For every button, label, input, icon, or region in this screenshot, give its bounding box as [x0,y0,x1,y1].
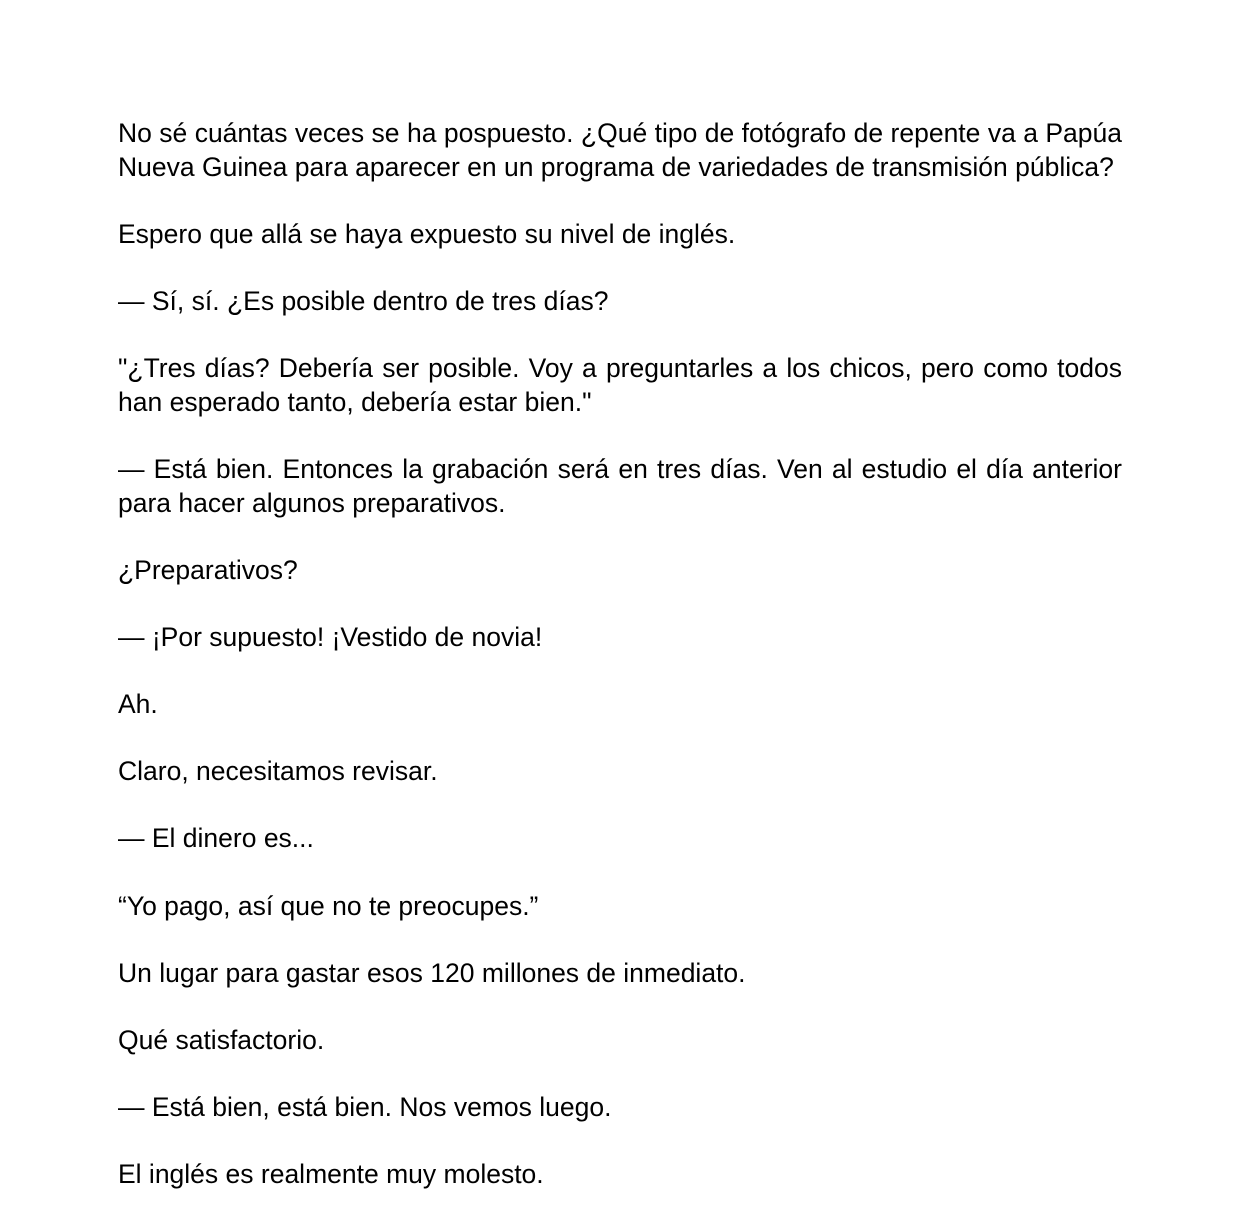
paragraph-12: Un lugar para gastar esos 120 millones de inmediato. [118,957,746,988]
paragraph-7: — ¡Por supuesto! ¡Vestido de novia! [118,621,543,652]
paragraph-15: El inglés es realmente muy molesto. [118,1159,544,1190]
paragraph-13: Qué satisfactorio. [118,1025,325,1056]
paragraph-4: "¿Tres días? Debería ser posible. Voy a preguntarles a los chicos, pero como todos han esperado tanto, debería estar bien." [118,353,1122,417]
paragraph-5: — Está bien. Entonces la grabación será en tres días. Ven al estudio el día anterior para hacer algunos preparativos. [118,453,1122,518]
paragraph-9: Claro, necesitamos revisar. [118,756,438,787]
paragraph-8: Ah. [118,689,158,720]
paragraph-1: No sé cuántas veces se ha pospuesto. ¿Qué tipo de fotógrafo de repente va a Papúa Nueva Guinea para aparecer en un programa de variedades de transmisión pública? [118,118,1122,182]
paragraph-14: — Está bien, está bien. Nos vemos luego. [118,1092,612,1123]
paragraph-11: “Yo pago, así que no te preocupes.” [118,890,539,921]
paragraph-6: ¿Preparativos? [118,554,298,585]
paragraph-10: — El dinero es... [118,823,314,854]
paragraph-2: Espero que allá se haya expuesto su nivel de inglés. [118,218,736,249]
document-page [118,117,1122,1192]
paragraph-3: — Sí, sí. ¿Es posible dentro de tres días? [118,285,609,316]
